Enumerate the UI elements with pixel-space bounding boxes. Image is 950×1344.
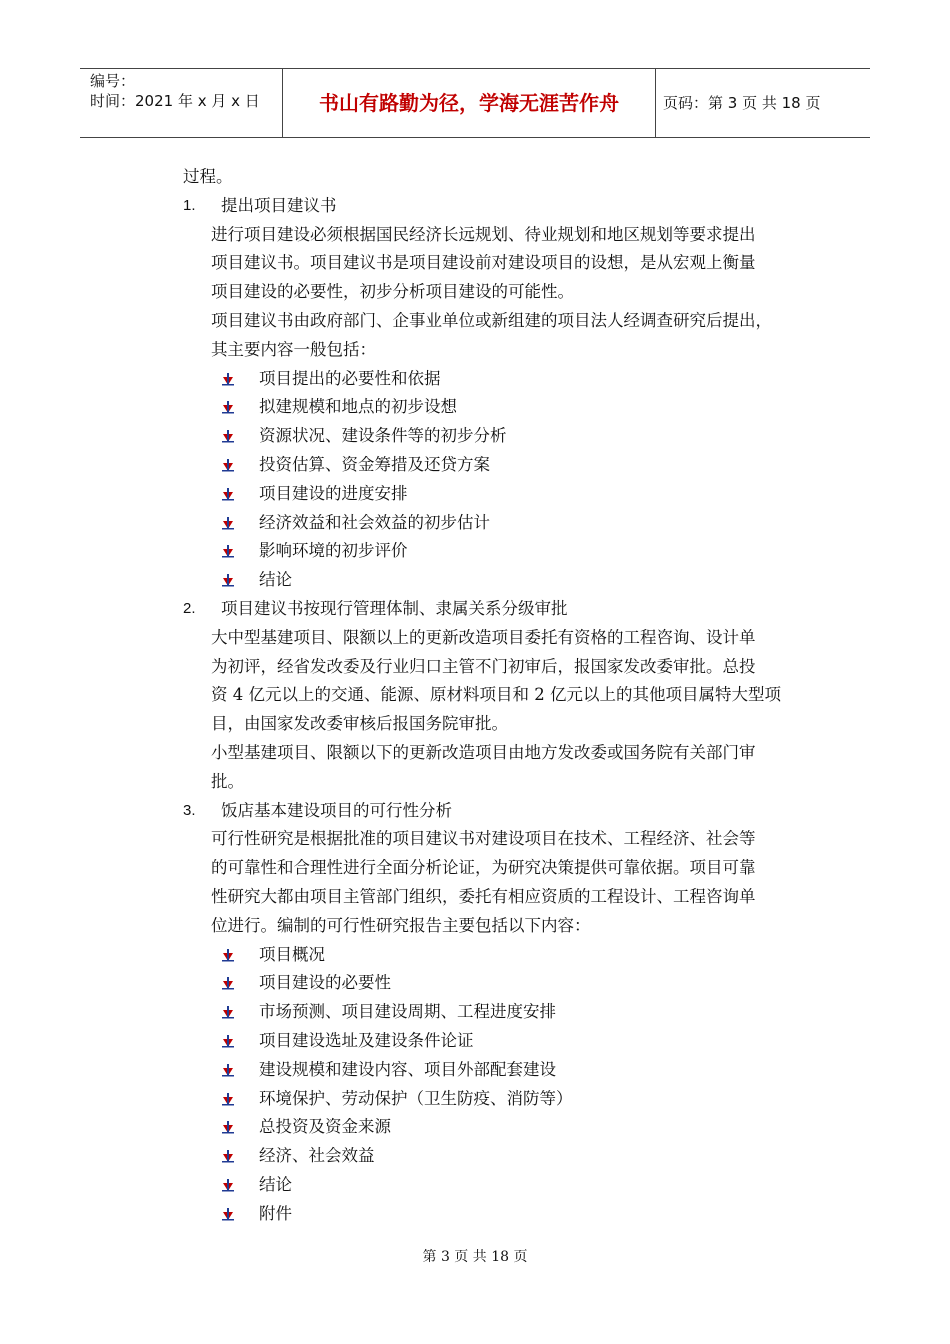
bullet-item: 附件 — [259, 1203, 292, 1223]
bullet-item: 项目建设的进度安排 — [259, 483, 408, 503]
bullet-item: 影响环境的初步评价 — [259, 541, 408, 561]
bullet-item: 资源状况、建设条件等的初步分析 — [259, 426, 507, 446]
arrow-bullet-icon — [221, 1149, 235, 1163]
section-title: 提出项目建议书 — [221, 195, 337, 215]
arrow-bullet-icon — [221, 516, 235, 530]
bullet-item: 项目提出的必要性和依据 — [259, 368, 441, 388]
section-number: 3. — [183, 801, 196, 819]
bullet-item: 结论 — [259, 570, 292, 590]
section-title: 项目建议书按现行管理体制、隶属关系分级审批 — [221, 599, 568, 618]
paragraph-line: 的可靠性和合理性进行全面分析论证，为研究决策提供可靠依据。项目可靠 — [211, 858, 756, 878]
paragraph-line: 项目建议书。项目建议书是项目建设前对建设项目的设想，是从宏观上衡量 — [211, 253, 756, 273]
arrow-bullet-icon — [221, 948, 235, 962]
page-footer: 第 3 页 共 18 页 — [422, 1249, 528, 1265]
arrow-bullet-icon — [221, 458, 235, 472]
header-left-cell — [80, 69, 283, 137]
bullet-item: 结论 — [259, 1175, 292, 1194]
bullet-item: 建设规模和建设内容、项目外部配套建设 — [259, 1059, 556, 1079]
time-label: 时间：2021 年 x 月 x 日 — [90, 92, 260, 110]
arrow-bullet-icon — [221, 372, 235, 386]
paragraph-line: 为初评，经省发改委及行业归口主管不门初审后，报国家发改委审批。总投 — [211, 656, 756, 676]
paragraph-line: 其主要内容一般包括： — [211, 339, 376, 359]
intro-line: 过程。 — [183, 167, 233, 186]
arrow-bullet-icon — [221, 487, 235, 501]
paragraph-line: 资 4 亿元以上的交通、能源、原材料项目和 2 亿元以上的其他项目属特大型项 — [211, 685, 781, 705]
arrow-bullet-icon — [221, 400, 235, 414]
arrow-bullet-icon — [221, 1063, 235, 1077]
arrow-bullet-icon — [221, 544, 235, 558]
bullet-item: 项目建设选址及建设条件论证 — [259, 1031, 474, 1050]
page-header — [80, 68, 870, 138]
arrow-bullet-icon — [221, 1005, 235, 1019]
bullet-item: 经济效益和社会效益的初步估计 — [259, 512, 490, 532]
paragraph-line: 目，由国家发改委审核后报国务院审批。 — [211, 714, 508, 734]
bullet-item: 拟建规模和地点的初步设想 — [259, 397, 457, 417]
paragraph-line: 小型基建项目、限额以下的更新改造项目由地方发改委或国务院有关部门审 — [211, 743, 756, 762]
bullet-item: 项目概况 — [259, 944, 325, 964]
arrow-bullet-icon — [221, 1092, 235, 1106]
arrow-bullet-icon — [221, 1207, 235, 1221]
paragraph-line: 进行项目建设必须根据国民经济长远规划、待业规划和地区规划等要求提出 — [211, 224, 756, 244]
arrow-bullet-icon — [221, 573, 235, 587]
arrow-bullet-icon — [221, 1178, 235, 1192]
paragraph-line: 批。 — [211, 771, 244, 791]
bullet-item: 环境保护、劳动保护（卫生防疫、消防等） — [259, 1088, 573, 1108]
section-number: 1. — [183, 196, 196, 214]
paragraph-line: 可行性研究是根据批准的项目建议书对建设项目在技术、工程经济、社会等 — [211, 829, 756, 849]
header-motto: 书山有路勤为径，学海无涯苦作舟 — [283, 69, 656, 137]
arrow-bullet-icon — [221, 976, 235, 990]
section-number: 2. — [183, 600, 196, 617]
paragraph-line: 性研究大都由项目主管部门组织，委托有相应资质的工程设计、工程咨询单 — [211, 887, 756, 906]
bullet-item: 总投资及资金来源 — [259, 1117, 391, 1137]
bullet-item: 市场预测、项目建设周期、工程进度安排 — [259, 1002, 556, 1022]
arrow-bullet-icon — [221, 429, 235, 443]
paragraph-line: 项目建设的必要性，初步分析项目建设的可能性。 — [211, 282, 574, 302]
arrow-bullet-icon — [221, 1120, 235, 1134]
arrow-bullet-icon — [221, 1034, 235, 1048]
paragraph-line: 大中型基建项目、限额以上的更新改造项目委托有资格的工程咨询、设计单 — [211, 627, 756, 647]
header-page-info: 页码：第 3 页 共 18 页 — [663, 94, 821, 112]
bullet-item: 投资估算、资金筹措及还贷方案 — [259, 455, 490, 474]
bullet-item: 项目建设的必要性 — [259, 973, 391, 993]
number-label: 编号： — [90, 72, 136, 90]
paragraph-line: 项目建议书由政府部门、企事业单位或新组建的项目法人经调查研究后提出， — [211, 311, 772, 330]
paragraph-line: 位进行。编制的可行性研究报告主要包括以下内容： — [211, 915, 591, 935]
section-title: 饭店基本建设项目的可行性分析 — [221, 800, 452, 820]
bullet-item: 经济、社会效益 — [259, 1146, 375, 1166]
